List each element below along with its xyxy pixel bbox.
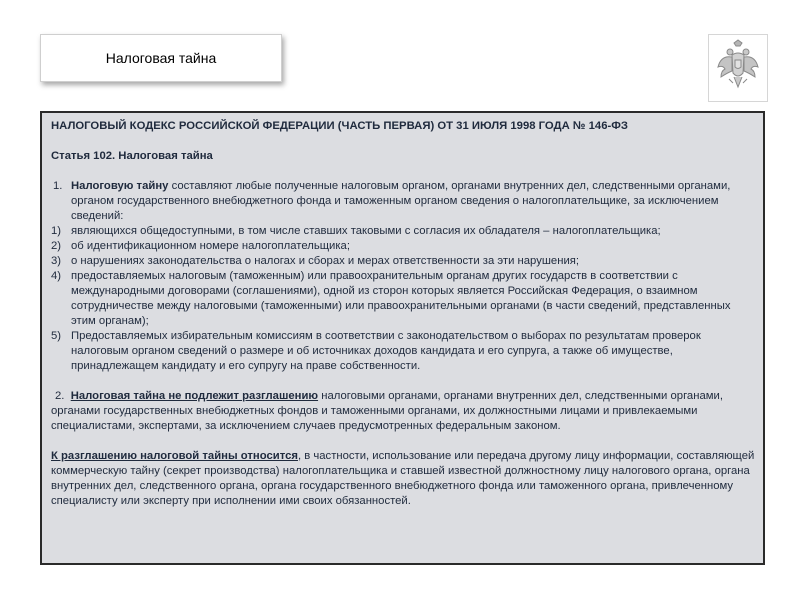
tax-code-panel (40, 111, 765, 565)
list-item (51, 254, 755, 269)
paragraph-2-lead: Налоговая тайна не подлежит разглашению (70, 390, 319, 402)
article-title: Статья 102. Налоговая тайна (51, 150, 213, 162)
document-header: НАЛОГОВЫЙ КОДЕКС РОССИЙСКОЙ ФЕДЕРАЦИИ (ЧАСТЬ ПЕРВАЯ) ОТ 31 ИЮЛЯ 1998 ГОДА № 146-ФЗ (51, 120, 628, 132)
paragraph-2 (51, 389, 755, 434)
title-box (40, 34, 282, 82)
list-item (51, 224, 755, 239)
russian-coat-of-arms-icon (715, 39, 761, 97)
paragraph-3 (51, 449, 755, 509)
list-item-number: 4) (51, 270, 62, 282)
paragraph-1-lead: Налоговую тайну (71, 180, 169, 192)
list-item-text: являющихся общедоступными, в том числе ставших таковыми с согласия их обладателя – налогоплательщика; (71, 225, 661, 237)
paragraph-1-text: составляют любые полученные налоговым органом, органами внутренних дел, следственными органами, органом государственного внебюджетного фонда и таможенным органом сведения о налогоплательщике, за исключением сведений: (71, 180, 731, 222)
paragraph-1-number: 1. (53, 180, 63, 192)
list-item-text: предоставляемых налоговым (таможенным) или правоохранительным органам других государств в соответствии с международными договорами (соглашениями), одной из сторон которых является Российская Федерация, о взаимном сотрудничестве между налоговыми (таможенными) или правоохранительными органами (в части сведений, представленных этим органам); (71, 270, 731, 327)
list-item-text: об идентификационном номере налогоплательщика; (71, 240, 350, 252)
list-item-number: 2) (51, 240, 62, 252)
list-item-number: 3) (51, 255, 62, 267)
title-label: Налоговая тайна (105, 50, 217, 66)
paragraph-3-lead: К разглашению налоговой тайны относится (51, 450, 298, 462)
list-item (51, 329, 755, 374)
list-item-text: Предоставляемых избирательным комиссиям в соответствии с законодательством о выборах по результатам проверок налоговым органом сведений о размере и об источниках доходов кандидата и его супруга, а также об имуществе, принадлежащем кандидату и его супругу на праве собственности. (71, 330, 701, 372)
list-item-text: о нарушениях законодательства о налогах и сборах и мерах ответственности за эти нарушения; (71, 255, 580, 267)
list-item (51, 269, 755, 329)
emblem (708, 34, 768, 102)
list-item (51, 239, 755, 254)
list-item-number: 5) (51, 330, 62, 342)
paragraph-2-text: налоговыми органами, органами внутренних дел, следственными органами, органами государственных внебюджетных фондов и таможенными органами, их должностными лицами и привлекаемыми специалистами, экспертами, за исключением случаев предусмотренных федеральным законом. (51, 390, 723, 432)
paragraph-2-number: 2. (55, 390, 65, 402)
list-item-number: 1) (51, 225, 62, 237)
paragraph-3-text: , в частности, использование или передача другому лицу информации, составляющей коммерческую тайну (секрет производства) налогоплательщика и ставшей известной должностному лицу налогового органа, органа внутренних дел, следственного органа, органа государственного внебюджетного фонда или таможенного органа, привлеченному специалисту или эксперту при исполнении ими своих обязанностей. (51, 450, 755, 507)
paragraph-1 (51, 179, 755, 224)
